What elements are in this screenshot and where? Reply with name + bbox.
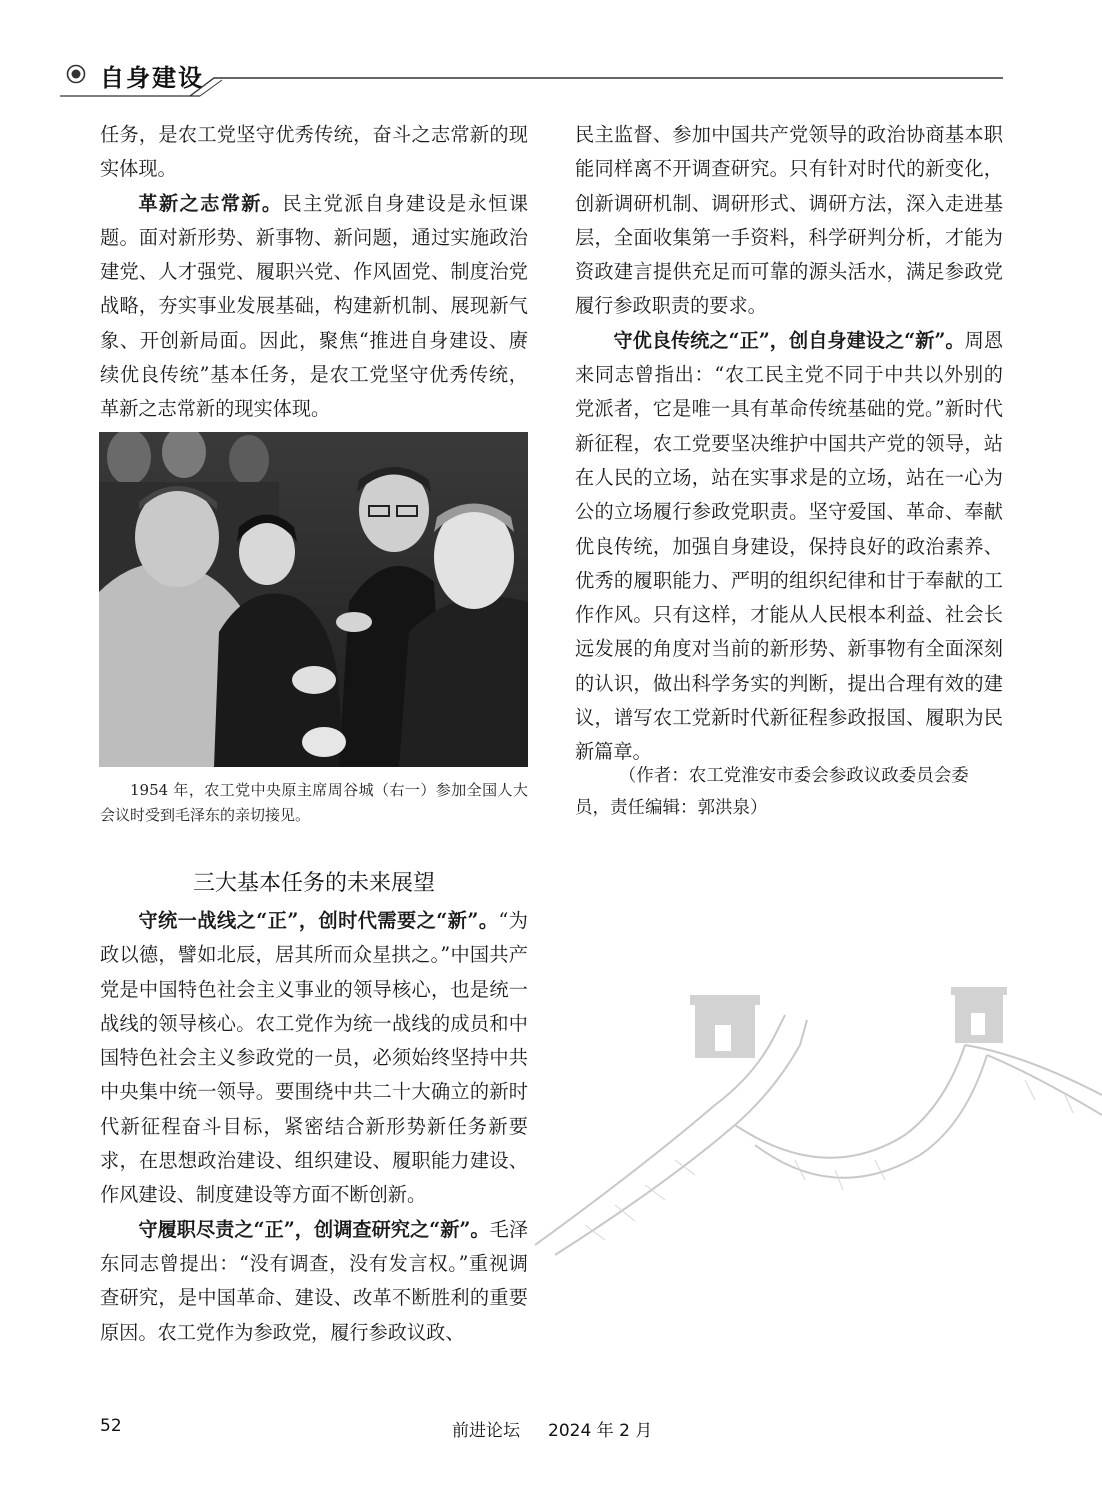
issue-date: 2024 年 2 月 (548, 1421, 653, 1441)
left-column-top (100, 118, 528, 427)
section-title: 自身建设 (100, 64, 204, 92)
left-column-bottom (100, 904, 528, 1350)
page-number: 52 (100, 1416, 122, 1436)
page-header (0, 0, 1102, 110)
paragraph: 民主监督、参加中国共产党领导的政治协商基本职能同样离不开调查研究。只有针对时代的新变化，创新调研机制、调研形式、调研方法，深入走进基层，全面收集第一手资料，科学研判分析，才能为资政建言提供充足而可靠的源头活水，满足参政党履行参政职责的要求。 (575, 123, 1003, 318)
paragraph: 守优良传统之“正”，创自身建设之“新”。周恩来同志曾指出：“农工民主党不同于中共以外别的党派者，它是唯一具有革命传统基础的党。”新时代新征程，农工党要坚决维护中国共产党的领导，站在人民的立场，站在实事求是的立场，站在一心为公的立场履行参政党职责。坚守爱国、革命、奉献优良传统，加强自身建设，保持良好的政治素养、优秀的履职能力、严明的组织纪律和甘于奉献的工作作风。只有这样，才能从人民根本利益、社会长远发展的角度对当前的新形势、新事物有全面深刻的认识，做出科学务实的判断，提出合理有效的建议，谱写农工党新时代新征程参政报国、履职为民新篇章。 (575, 328, 1004, 764)
photo-illustration (99, 432, 528, 767)
great-wall-illustration (525, 985, 1102, 1265)
section-subheading: 三大基本任务的未来展望 (192, 871, 435, 896)
photo-caption: 1954 年，农工党中央原主席周谷城（右一）参加全国人大会议时受到毛泽东的亲切接见。 (100, 781, 528, 824)
journal-name: 前进论坛 (452, 1421, 520, 1441)
historical-photo (99, 432, 528, 767)
header-rule (0, 0, 1102, 110)
author-note: （作者：农工党淮安市委会参政议政委员会委员，责任编辑：郭洪泉） (575, 766, 969, 818)
paragraph: 守统一战线之“正”，创时代需要之“新”。“为政以德，譬如北辰，居其所而众星拱之。”中国共产党是中国特色社会主义事业的领导核心，也是统一战线的领导核心。农工党作为统一战线的成员和中国特色社会主义参政党的一员，必须始终坚持中共中央集中统一领导。要围绕中共二十大确立的新时代新征程奋斗目标，紧密结合新形势新任务新要求，在思想政治建设、组织建设、履职能力建设、作风建设、制度建设等方面不断创新。 (100, 909, 528, 1207)
right-column (575, 118, 1003, 770)
paragraph: 革新之志常新。民主党派自身建设是永恒课题。面对新形势、新事物、新问题，通过实施政治建党、人才强党、履职兴党、作风固党、制度治党战略，夯实事业发展基础，构建新机制、展现新气象、开创新局面。因此，聚焦“推进自身建设、赓续优良传统”基本任务，是农工党坚守优秀传统，革新之志常新的现实体现。 (100, 191, 529, 421)
paragraph: 任务，是农工党坚守优秀传统，奋斗之志常新的现实体现。 (100, 123, 528, 181)
paragraph: 守履职尽责之“正”，创调查研究之“新”。毛泽东同志曾提出：“没有调查，没有发言权。”重视调查研究，是中国革命、建设、改革不断胜利的重要原因。农工党作为参政党，履行参政议政、 (100, 1217, 529, 1344)
